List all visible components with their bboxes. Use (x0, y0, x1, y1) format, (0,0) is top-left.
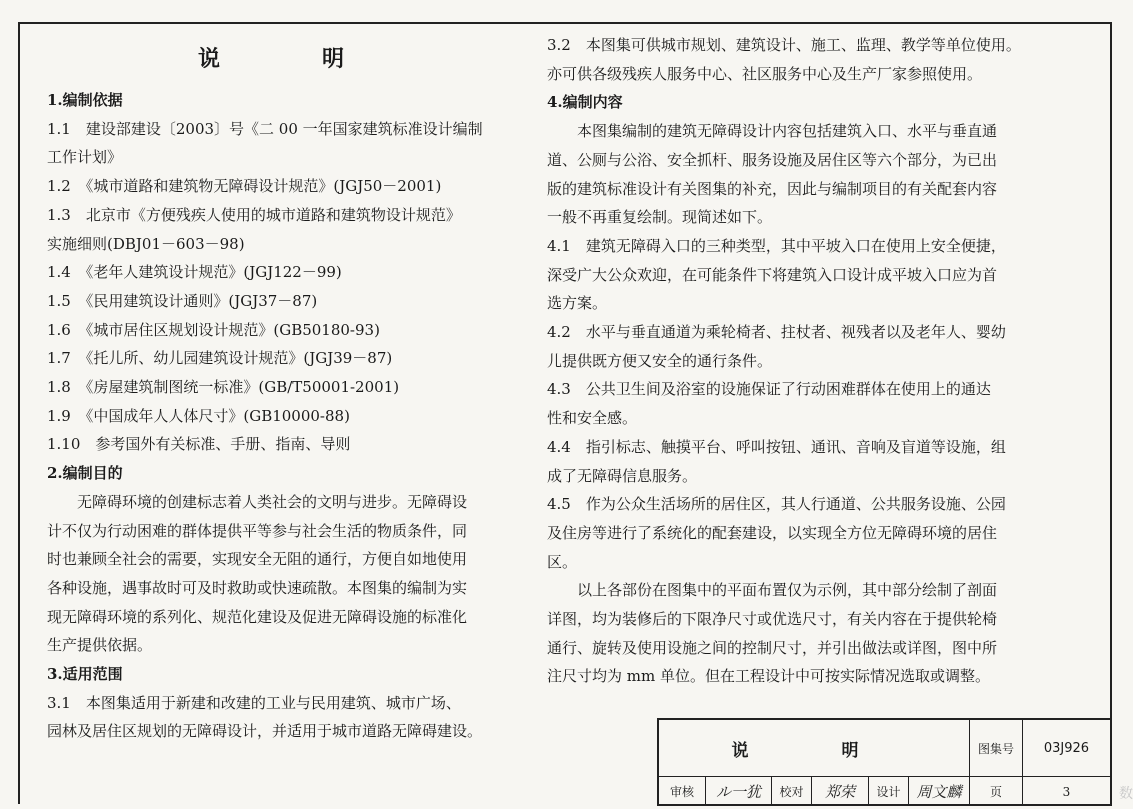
text-line: 4.5 作为公众生活场所的居住区，其人行通道、公共服务设施、公园 (547, 495, 1006, 514)
drawing-title: 说 明 (659, 720, 970, 776)
text-line: 道、公厕与公浴、安全抓杆、服务设施及居住区等六个部分，为已出 (547, 150, 998, 169)
text-line: 通行、旋转及使用设施之间的控制尺寸，并引出做法或详图，图中所 (547, 638, 998, 657)
text-line: 性和安全感。 (547, 409, 638, 428)
right-column (547, 31, 1077, 691)
section-heading: 3.适用范围 (47, 665, 123, 684)
section-heading: 1.编制依据 (47, 91, 123, 109)
design-signature: 周文麟 (909, 777, 970, 806)
text-line: 1.7 《托儿所、幼儿园建筑设计规范》(JGJ39－87) (47, 349, 393, 368)
text-line: 3.1 本图集适用于新建和改建的工业与民用建筑、城市广场、 (47, 693, 461, 712)
text-line: 1.4 《老年人建筑设计规范》(JGJ122－99) (47, 263, 342, 282)
text-line: 选方案。 (547, 294, 608, 313)
text-line: 1.8 《房屋建筑制图统一标准》(GB/T50001-2001) (47, 378, 400, 397)
text-line: 1.6 《城市居住区规划设计规范》(GB50180-93) (47, 320, 380, 339)
text-line: 4.1 建筑无障碍入口的三种类型，其中平坡入口在使用上安全便捷， (547, 236, 1006, 255)
text-line: 本图集编制的建筑无障碍设计内容包括建筑入口、水平与垂直通 (577, 122, 998, 141)
text-line: 深受广大公众欢迎，在可能条件下将建筑入口设计成平坡入口应为首 (547, 265, 998, 284)
text-line: 1.1 建设部建设〔2003〕号《二 00 一年国家建筑标准设计编制 (47, 119, 483, 138)
left-text-block (47, 86, 535, 746)
title-block-top-row (659, 720, 1110, 777)
watermark-fragment: 数 (1119, 786, 1133, 802)
atlas-number-label: 图集号 (970, 720, 1023, 776)
text-line: 各种设施，遇事故时可及时救助或快速疏散。本图集的编制为实 (47, 578, 468, 597)
text-line: 区。 (547, 552, 578, 571)
review-label: 审核 (659, 777, 706, 806)
text-line: 成了无障碍信息服务。 (547, 466, 698, 485)
page-number: 3 (1062, 784, 1071, 799)
text-line: 工作计划》 (47, 148, 123, 167)
text-line: 1.10 参考国外有关标准、手册、指南、导则 (47, 435, 351, 454)
section-heading: 4.编制内容 (547, 93, 623, 112)
text-line: 一般不再重复绘制。现简述如下。 (547, 208, 773, 227)
text-line: 无障碍环境的创建标志着人类社会的文明与进步。无障碍设 (77, 492, 468, 511)
text-line: 3.2 本图集可供城市规划、建筑设计、施工、监理、教学等单位使用。 (547, 36, 1021, 54)
title-block-signature-row (659, 777, 1110, 804)
text-line: 计不仅为行动困难的群体提供平等参与社会生活的物质条件，同 (47, 521, 468, 540)
text-line: 现无障碍环境的系列化、规范化建设及促进无障碍设施的标准化 (47, 607, 468, 626)
text-line: 注尺寸均为 mm 单位。但在工程设计中可按实际情况选取或调整。 (547, 667, 990, 686)
text-line: 1.9 《中国成年人人体尺寸》(GB10000-88) (47, 406, 350, 425)
text-line: 版的建筑标准设计有关图集的补充，因此与编制项目的有关配套内容 (547, 179, 998, 198)
text-line: 实施细则(DBJ01－603－98) (47, 234, 245, 253)
atlas-number: 03J926 (1043, 740, 1090, 756)
section-heading: 2.编制目的 (47, 464, 123, 483)
check-signature: 郑荣 (812, 777, 869, 806)
text-line: 1.5 《民用建筑设计通则》(JGJ37－87) (47, 291, 318, 310)
text-line: 园林及居住区规划的无障碍设计，并适用于城市道路无障碍建设。 (47, 722, 483, 741)
page-label: 页 (970, 777, 1023, 806)
design-label: 设计 (869, 777, 909, 806)
right-text-block (547, 31, 1077, 691)
text-line: 4.2 水平与垂直通道为乘轮椅者、拄杖者、视残者以及老年人、婴幼 (547, 323, 1006, 342)
left-column (47, 44, 535, 746)
text-line: 亦可供各级残疾人服务中心、社区服务中心及生产厂家参照使用。 (547, 64, 983, 83)
text-line: 及住房等进行了系统化的配套建设，以实现全方位无障碍环境的居住 (547, 523, 998, 542)
text-line: 1.3 北京市《方便残疾人使用的城市道路和建筑物设计规范》 (47, 205, 461, 224)
text-line: 详图，均为装修后的下限净尺寸或优选尺寸，有关内容在于提供轮椅 (547, 610, 998, 629)
page-title: 说 明 (197, 46, 384, 72)
text-line: 儿提供既方便又安全的通行条件。 (547, 351, 773, 370)
text-line: 4.3 公共卫生间及浴室的设施保证了行动困难群体在使用上的通达 (547, 380, 991, 399)
text-line: 1.2 《城市道路和建筑物无障碍设计规范》(JGJ50－2001) (47, 177, 442, 196)
review-signature: ル一犹 (706, 777, 772, 806)
text-line: 生产提供依据。 (47, 636, 153, 655)
text-line: 4.4 指引标志、触摸平台、呼叫按钮、通讯、音响及盲道等设施，组 (547, 437, 1006, 456)
check-label: 校对 (772, 777, 812, 806)
title-block (657, 718, 1112, 806)
text-line: 以上各部份在图集中的平面布置仅为示例，其中部分绘制了剖面 (577, 581, 998, 600)
text-line: 时也兼顾全社会的需要，实现安全无阻的通行，方便自如地使用 (47, 550, 468, 569)
